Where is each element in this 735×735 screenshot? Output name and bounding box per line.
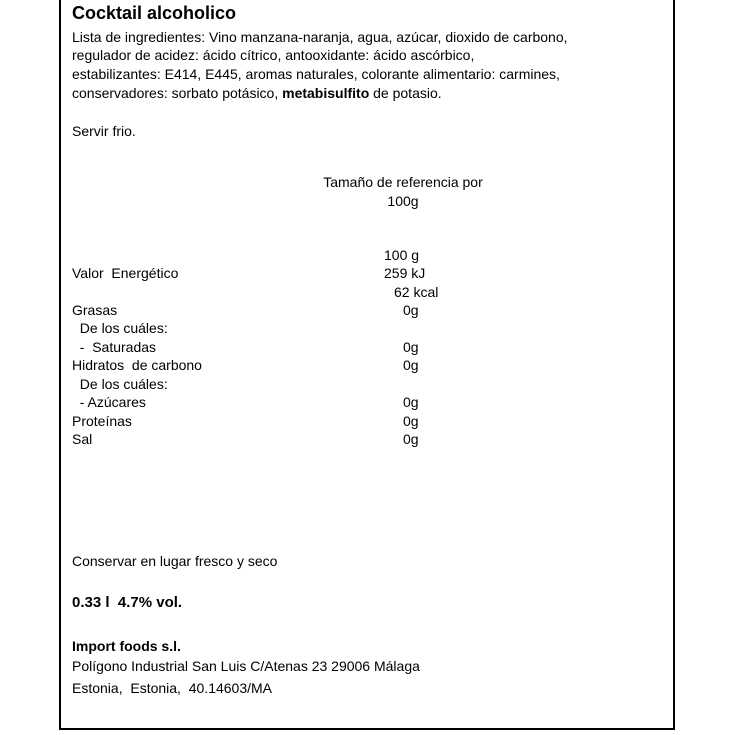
company-address: Polígono Industrial San Luis C/Atenas 23 29006 Málaga xyxy=(72,658,420,674)
ingredients-line-4-start: conservadores: sorbato potásico, xyxy=(72,85,283,101)
company-name: Import foods s.l. xyxy=(72,638,181,654)
volume-alcohol: 0.33 l 4.7% vol. xyxy=(72,594,183,611)
nutrition-reference-unit: 100g xyxy=(387,193,419,209)
ingredients-line-4-end: de potasio. xyxy=(369,85,442,101)
nutrition-column-header: 100 g xyxy=(384,247,420,263)
nutrition-value-energy-kcal: 62 kcal xyxy=(394,284,439,300)
product-title: Cocktail alcoholico xyxy=(72,3,237,23)
storage-instruction: Conservar en lugar fresco y seco xyxy=(72,553,278,569)
nutrition-label-fat: Grasas xyxy=(72,302,118,318)
ingredients-line-4 xyxy=(72,84,442,102)
nutrition-value-sugars: 0g xyxy=(403,394,419,410)
nutrition-label-sugars: - Azúcares xyxy=(72,394,146,410)
nutrition-value-salt: 0g xyxy=(403,431,419,447)
serving-instruction: Servir frio. xyxy=(72,123,136,139)
company-country: Estonia, Estonia, 40.14603/MA xyxy=(72,680,273,696)
ingredients-line-1: Lista de ingredientes: Vino manzana-naranja, agua, azúcar, dioxido de carbono, xyxy=(72,29,568,45)
nutrition-label-salt: Sal xyxy=(72,431,93,447)
ingredients-line-3: estabilizantes: E414, E445, aromas naturales, colorante alimentario: carmines, xyxy=(72,66,560,82)
nutrition-value-saturated: 0g xyxy=(403,339,419,355)
nutrition-reference-header: Tamaño de referencia por xyxy=(323,174,483,190)
nutrition-label-protein: Proteínas xyxy=(72,413,132,429)
nutrition-label-of-which-carbs: De los cuáles: xyxy=(72,376,168,392)
nutrition-label-energy: Valor Energético xyxy=(72,265,179,281)
nutrition-value-carbohydrates: 0g xyxy=(403,357,419,373)
allergen-highlight: metabisulfito xyxy=(282,85,370,101)
nutrition-value-fat: 0g xyxy=(403,302,419,318)
ingredients-line-2: regulador de acidez: ácido cítrico, antooxidante: ácido ascórbico, xyxy=(72,47,475,63)
nutrition-value-protein: 0g xyxy=(403,413,419,429)
nutrition-value-energy-kj: 259 kJ xyxy=(384,265,426,281)
nutrition-label-of-which-fat: De los cuáles: xyxy=(72,320,168,336)
nutrition-label-saturated: - Saturadas xyxy=(72,339,157,355)
nutrition-label-carbohydrates: Hidratos de carbono xyxy=(72,357,202,373)
